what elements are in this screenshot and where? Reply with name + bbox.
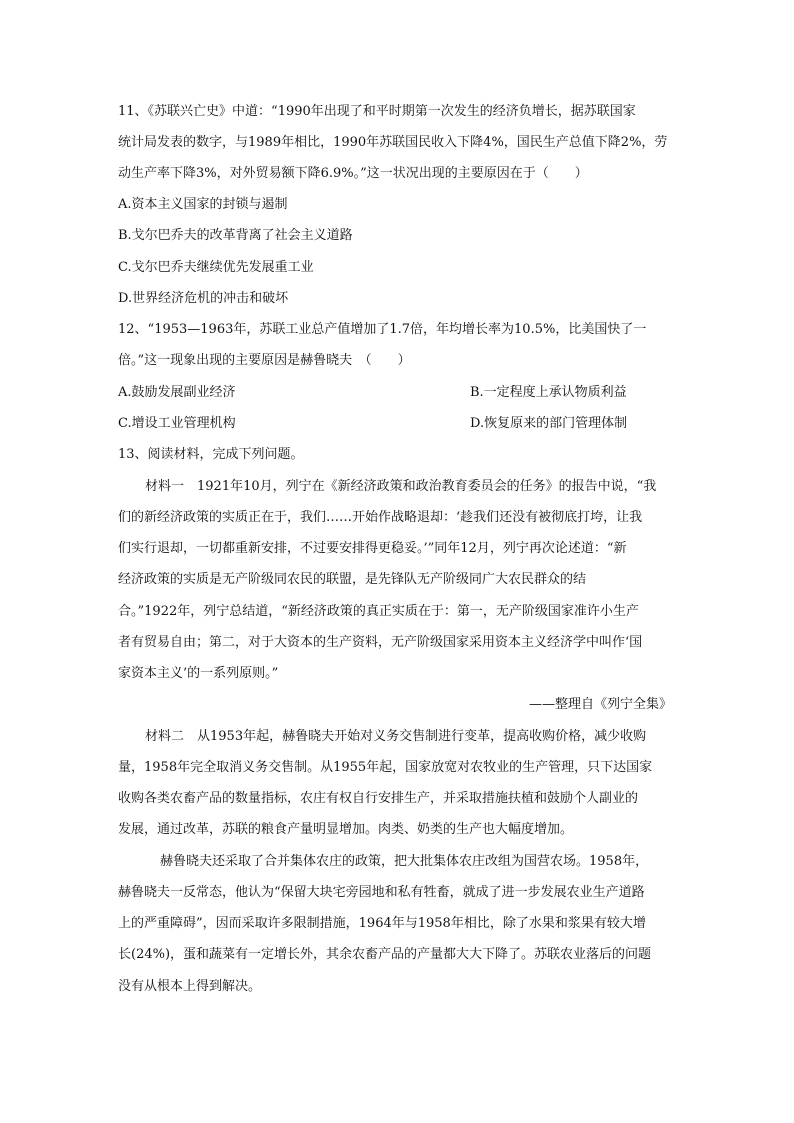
material1-line-1: 材料一 1921年10月，列宁在《新经济政策和政治教育委员会的任务》的报告中说，“我 [145,479,657,494]
q11-stem-line-3: 动生产率下降3%，对外贸易额下降6.9%。”这一状况出现的主要原因在于（ ） [118,166,588,181]
material1-line-4: 经济政策的实质是无产阶级同农民的联盟，是先锋队无产阶级同广大农民群众的结 [118,572,587,587]
q12-option-b: B.一定程度上承认物质利益 [470,385,627,400]
q11-option-d: D.世界经济危机的冲击和破坏 [118,291,289,306]
material2b-line-1: 赫鲁晓夫还采取了合并集体农庄的政策，把大批集体农庄改组为国营农场。1958年， [160,854,649,869]
material1-line-6: 者有贸易自由；第二，对于大资本的生产资料，无产阶级国家采用资本主义经济学中叫作‘国 [118,635,643,650]
material1-source: ——整理自《列宁全集》 [528,697,672,712]
q12-option-c: C.增设工业管理机构 [118,416,236,431]
material2b-line-2: 赫鲁晓夫一反常态，他认为“保留大块宅旁园地和私有牲畜，就成了进一步发展农业生产道路 [118,885,645,900]
material2-line-3: 收购各类农畜产品的数量指标，农庄有权自行安排生产，并采取措施扶植和鼓励个人副业的 [118,791,639,806]
material2b-line-5: 没有从根本上得到解决。 [118,979,262,994]
material1-line-7: 家资本主义’的一系列原则。” [118,666,279,681]
material2b-line-3: 上的严重障碍”，因而采取许多限制措施，1964年与1958年相比，除了水果和浆果有较大增 [118,916,646,931]
q11-stem-line-1: 11、《苏联兴亡史》中道：“1990年出现了和平时期第一次发生的经济负增长，据苏联国家 [118,104,636,119]
q12-stem-line-2: 倍。”这一现象出现的主要原因是赫鲁晓夫 （ ） [118,353,411,368]
q13-stem: 13、阅读材料，完成下列问题。 [118,447,304,462]
q11-option-b: B.戈尔巴乔夫的改革背离了社会主义道路 [118,228,353,243]
q11-stem-line-2: 统计局发表的数字，与1989年相比，1990年苏联国民收入下降4%，国民生产总值下降2%，劳 [118,135,668,150]
material1-line-2: 们的新经济政策的实质正在于，我们……开始作战略退却：‘趁我们还没有被彻底打垮，让我 [118,510,643,525]
q12-stem-line-1: 12、“1953—1963年，苏联工业总产值增加了1.7倍，年均增长率为10.5%，比美国快了一 [118,322,647,337]
q11-option-a: A.资本主义国家的封锁与遏制 [118,197,288,212]
q12-option-d: D.恢复原来的部门管理体制 [470,416,628,431]
q11-option-c: C.戈尔巴乔夫继续优先发展重工业 [118,260,314,275]
q12-option-a: A.鼓励发展副业经济 [118,385,236,400]
material2-line-1: 材料二 从1953年起，赫鲁晓夫开始对义务交售制进行变革，提高收购价格，减少收购 [145,729,647,744]
material1-line-5: 合。”1922年，列宁总结道，“新经济政策的真正实质在于：第一，无产阶级国家准许小生产 [118,604,639,619]
material2-line-4: 发展，通过改革，苏联的粮食产量明显增加。肉类、奶类的生产也大幅度增加。 [118,822,574,837]
material2-line-2: 量，1958年完全取消义务交售制。从1955年起，国家放宽对农牧业的生产管理，只下达国家 [118,760,653,775]
material1-line-3: 们实行退却，一切都重新安排，不过要安排得更稳妥。’”同年12月，列宁再次论述道：“新 [118,541,627,556]
material2b-line-4: 长(24%)，蛋和蔬菜有一定增长外，其余农畜产品的产量都大大下降了。苏联农业落后的问题 [118,947,652,962]
